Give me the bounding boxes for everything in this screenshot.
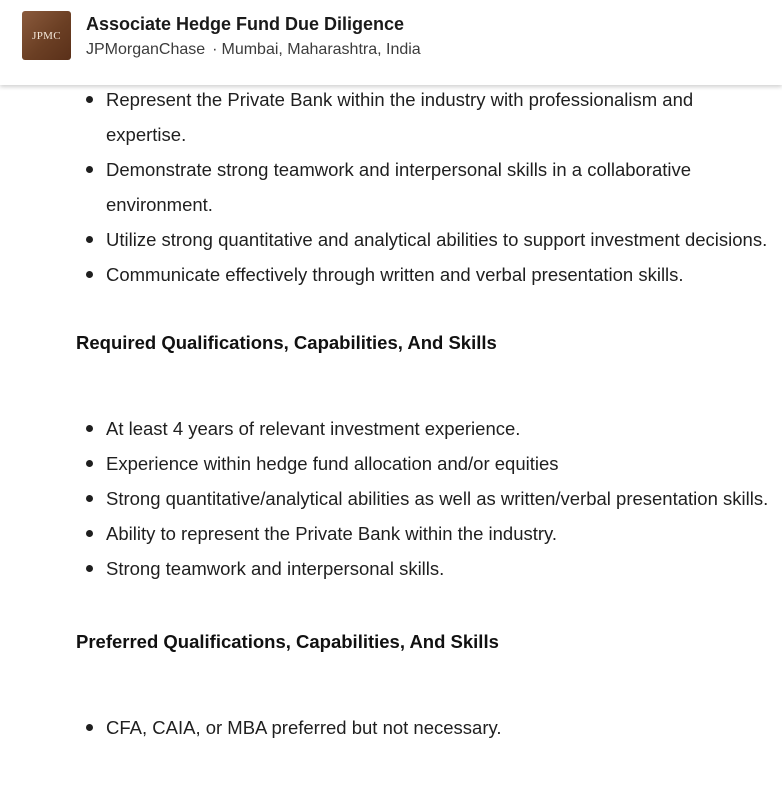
list-item: Utilize strong quantitative and analytical abilities to support investment decisions. <box>0 222 782 257</box>
list-item: Ability to represent the Private Bank within the industry. <box>0 516 782 551</box>
job-location: Mumbai, Maharashtra, India <box>221 41 421 58</box>
responsibilities-list <box>0 82 782 292</box>
company-logo[interactable] <box>22 11 71 60</box>
job-description <box>0 82 782 745</box>
required-qualifications-list <box>0 411 782 586</box>
list-item: Strong teamwork and interpersonal skills. <box>0 551 782 586</box>
list-item: At least 4 years of relevant investment experience. <box>0 411 782 446</box>
company-logo-text: JPMC <box>32 29 61 42</box>
company-name[interactable]: JPMorganChase <box>86 41 206 58</box>
required-qualifications-heading: Required Qualifications, Capabilities, And Skills <box>76 332 497 353</box>
list-item: Demonstrate strong teamwork and interpersonal skills in a collaborative environment. <box>0 152 782 222</box>
list-item: Communicate effectively through written and verbal presentation skills. <box>0 257 782 292</box>
list-item: Experience within hedge fund allocation and/or equities <box>0 446 782 481</box>
list-item: CFA, CAIA, or MBA preferred but not necessary. <box>0 710 782 745</box>
list-item: Represent the Private Bank within the industry with professionalism and expertise. <box>0 82 782 152</box>
job-meta <box>86 41 421 59</box>
job-title[interactable]: Associate Hedge Fund Due Diligence <box>86 14 405 34</box>
preferred-qualifications-heading: Preferred Qualifications, Capabilities, And Skills <box>76 631 499 652</box>
meta-separator: · <box>212 41 218 58</box>
preferred-qualifications-list <box>0 710 782 745</box>
job-header <box>0 0 782 85</box>
list-item: Strong quantitative/analytical abilities as well as written/verbal presentation skills. <box>0 481 782 516</box>
